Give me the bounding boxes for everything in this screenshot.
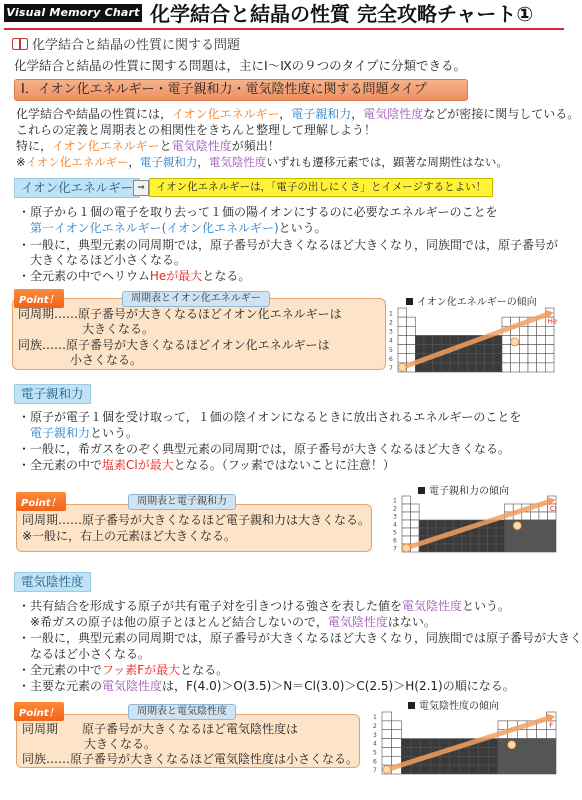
- element-cell: [407, 326, 416, 335]
- en-bullet-2: ・一般に，典型元素の同周期では，原子番号が大きくなるほど大きくなり，同族間では原子番号が大きく: [18, 631, 582, 645]
- element-cell: [505, 544, 514, 552]
- element-cell: [470, 544, 479, 552]
- affinity-point-line-2: ※一般に，右上の元素ほど大きくなる。: [22, 529, 237, 543]
- element-cell: [467, 354, 476, 363]
- element-cell: [441, 363, 450, 372]
- section-para-1: 化学結合や結晶の性質には，イオン化エネルギー，電子親和力，電気陰性度などが密接に関与している。: [16, 107, 580, 121]
- element-cell: [517, 765, 527, 774]
- element-cell: [502, 363, 511, 372]
- element-cell: [547, 512, 556, 520]
- element-cell: [539, 544, 548, 552]
- element-cell: [392, 721, 402, 730]
- element-cell: [453, 544, 462, 552]
- affinity-point-tag: Point！: [16, 492, 66, 511]
- trend-low-marker: [402, 544, 410, 552]
- section-note: ※イオン化エネルギー，電子親和力，電気陰性度いずれも遷移元素では，顕著な周期性はない。: [16, 155, 508, 169]
- element-cell: [433, 335, 442, 344]
- element-cell: [382, 721, 392, 730]
- element-cell: [508, 756, 518, 765]
- element-cell: [467, 363, 476, 372]
- element-cell: [505, 504, 514, 512]
- element-cell: [517, 739, 527, 748]
- element-cell: [528, 363, 537, 372]
- element-cell: [488, 747, 498, 756]
- element-cell: [517, 747, 527, 756]
- section-title-bar: Ⅰ．イオン化エネルギー・電子親和力・電気陰性度に関する問題タイプ: [14, 79, 468, 101]
- element-cell: [545, 354, 554, 363]
- element-cell: [522, 544, 531, 552]
- element-cell: [470, 536, 479, 544]
- element-cell: [537, 354, 546, 363]
- ionization-point-line-2b: 小さくなる。: [70, 353, 143, 367]
- element-cell: [411, 747, 421, 756]
- period-number: 4: [389, 337, 393, 345]
- element-cell: [398, 326, 407, 335]
- element-cell: [402, 528, 411, 536]
- element-cell: [547, 536, 556, 544]
- element-cell: [498, 721, 508, 730]
- subheading-text: 化学結合と結晶の性質に関する問題: [32, 38, 241, 53]
- element-cell: [476, 363, 485, 372]
- ionization-heading: イオン化エネルギー: [14, 178, 140, 198]
- affinity-bullet-3: ・全元素の中で塩素Clが最大となる。（フッ素ではないことに注意！）: [18, 458, 395, 472]
- element-cell: [459, 747, 469, 756]
- header-divider: [4, 28, 564, 30]
- element-cell: [445, 520, 454, 528]
- element-cell: [479, 528, 488, 536]
- element-cell: [440, 756, 450, 765]
- en-bullet-3: ・全元素の中でフッ素Fが最大となる。: [18, 663, 229, 677]
- element-cell: [530, 528, 539, 536]
- element-cell: [411, 504, 420, 512]
- intro-text: 化学結合と結晶の性質に関する問題は，主にⅠ〜Ⅸの９つのタイプに分類できる。: [14, 58, 467, 73]
- element-cell: [513, 536, 522, 544]
- element-cell: [537, 739, 547, 748]
- element-cell: [539, 512, 548, 520]
- element-cell: [527, 756, 537, 765]
- element-cell: [527, 739, 537, 748]
- element-cell: [479, 536, 488, 544]
- period-number: 5: [373, 749, 377, 757]
- element-cell: [496, 520, 505, 528]
- period-number: 3: [393, 513, 397, 521]
- element-cell: [411, 512, 420, 520]
- period-number: 7: [389, 365, 393, 373]
- en-point-label: 周期表と電気陰性度: [128, 704, 236, 720]
- element-cell: [498, 739, 508, 748]
- element-cell: [519, 363, 528, 372]
- element-cell: [511, 354, 520, 363]
- element-cell: [485, 345, 494, 354]
- section-para-2: これらの定義と周期表との相関性をきちんと整理して理解しよう！: [16, 123, 377, 137]
- period-number: 4: [373, 740, 377, 748]
- element-cell: [513, 544, 522, 552]
- element-cell: [547, 520, 556, 528]
- element-cell: [502, 354, 511, 363]
- element-cell: [382, 756, 392, 765]
- period-number: 2: [373, 722, 377, 730]
- element-cell: [411, 739, 421, 748]
- page-title: 化学結合と結晶の性質 完全攻略チャート①: [150, 2, 534, 26]
- element-cell: [436, 520, 445, 528]
- element-cell: [488, 739, 498, 748]
- period-number: 4: [393, 521, 397, 529]
- element-cell: [469, 747, 479, 756]
- element-cell: [428, 544, 437, 552]
- element-cell: [530, 536, 539, 544]
- element-cell: [469, 765, 479, 774]
- period-number: 5: [389, 346, 393, 354]
- ionization-bullet-3: ・全元素の中でヘリウムHeが最大となる。: [18, 269, 251, 283]
- element-cell: [398, 317, 407, 326]
- element-cell: [476, 345, 485, 354]
- electronegativity-heading: 電気陰性度: [14, 572, 91, 592]
- element-cell: [546, 765, 556, 774]
- element-cell: [430, 739, 440, 748]
- element-cell: [459, 756, 469, 765]
- element-cell: [546, 756, 556, 765]
- element-cell: [398, 354, 407, 363]
- element-cell: [459, 354, 468, 363]
- trend-low-marker: [398, 363, 406, 371]
- element-cell: [519, 354, 528, 363]
- trend-high-marker: [508, 741, 516, 749]
- element-cell: [493, 363, 502, 372]
- period-number: 6: [393, 537, 397, 545]
- element-cell: [511, 363, 520, 372]
- element-cell: [453, 536, 462, 544]
- element-cell: [488, 765, 498, 774]
- subheading: [12, 34, 240, 53]
- element-cell: [462, 544, 471, 552]
- ionization-bullet-2: ・一般に，典型元素の同周期では，原子番号が大きくなるほど大きくなり，同族間では，原子番号が: [18, 238, 559, 252]
- element-cell: [401, 747, 411, 756]
- element-cell: [415, 335, 424, 344]
- element-cell: [419, 520, 428, 528]
- ionization-graph-title: イオン化エネルギーの傾向: [406, 293, 537, 308]
- element-cell: [424, 345, 433, 354]
- element-cell: [462, 536, 471, 544]
- element-cell: [528, 345, 537, 354]
- element-cell: [496, 528, 505, 536]
- element-cell: [519, 326, 528, 335]
- element-cell: [488, 756, 498, 765]
- element-cell: [519, 345, 528, 354]
- ionization-point-line-1: 同周期……原子番号が大きくなるほどイオン化エネルギーは: [18, 307, 342, 321]
- element-cell: [537, 765, 547, 774]
- element-cell: [488, 528, 497, 536]
- element-cell: [493, 345, 502, 354]
- affinity-bullet-1b: 電子親和力という。: [30, 426, 139, 440]
- element-cell: [459, 765, 469, 774]
- affinity-periodic-graph: [392, 494, 558, 554]
- element-cell: [539, 528, 548, 536]
- en-bullet-1-note: ※希ガスの原子は他の原子とほとんど結合しないので，電気陰性度はない。: [30, 615, 436, 629]
- element-cell: [528, 354, 537, 363]
- element-cell: [498, 756, 508, 765]
- element-cell: [424, 335, 433, 344]
- element-cell: [428, 528, 437, 536]
- arrow-icon: ⇒: [133, 180, 149, 196]
- trend-high-marker: [511, 338, 519, 346]
- element-cell: [424, 363, 433, 372]
- element-cell: [440, 739, 450, 748]
- en-point-line-2: 同族……原子番号が大きくなるほど電気陰性度は小さくなる。: [22, 752, 359, 766]
- element-cell: [530, 544, 539, 552]
- element-cell: [502, 345, 511, 354]
- element-cell: [459, 363, 468, 372]
- element-cell: [436, 544, 445, 552]
- affinity-graph-title: 電子親和力の傾向: [418, 482, 509, 497]
- ionization-bullet-1: ・原子から１個の電子を取り去って１価の陽イオンにするのに必要なエネルギーのことを: [18, 205, 498, 219]
- element-cell: [402, 496, 411, 504]
- element-cell: [517, 756, 527, 765]
- element-cell: [502, 317, 511, 326]
- element-cell: [537, 345, 546, 354]
- period-number: 7: [393, 545, 397, 553]
- en-point-line-1b: 大きくなる。: [84, 737, 157, 751]
- trend-end-label: F: [549, 721, 554, 730]
- element-cell: [467, 345, 476, 354]
- element-cell: [528, 335, 537, 344]
- element-cell: [419, 528, 428, 536]
- element-cell: [547, 528, 556, 536]
- element-cell: [402, 520, 411, 528]
- element-cell: [479, 756, 489, 765]
- element-cell: [522, 528, 531, 536]
- element-cell: [537, 756, 547, 765]
- element-cell: [450, 354, 459, 363]
- element-cell: [546, 730, 556, 739]
- element-cell: [537, 363, 546, 372]
- element-cell: [407, 317, 416, 326]
- chart-badge: Visual Memory Chart: [4, 4, 142, 22]
- element-cell: [545, 363, 554, 372]
- element-cell: [522, 520, 531, 528]
- element-cell: [398, 308, 407, 317]
- element-cell: [508, 765, 518, 774]
- period-number: 1: [389, 310, 393, 318]
- element-cell: [505, 528, 514, 536]
- affinity-point-label: 周期表と電子親和力: [128, 494, 236, 510]
- element-cell: [539, 536, 548, 544]
- element-cell: [496, 536, 505, 544]
- element-cell: [392, 739, 402, 748]
- element-cell: [382, 739, 392, 748]
- element-cell: [398, 345, 407, 354]
- element-cell: [382, 747, 392, 756]
- element-cell: [496, 544, 505, 552]
- period-number: 5: [393, 529, 397, 537]
- element-cell: [485, 363, 494, 372]
- element-cell: [398, 335, 407, 344]
- element-cell: [493, 354, 502, 363]
- en-bullet-1: ・共有結合を形成する原子が共有電子対を引きつける強さを表した値を電気陰性度という。: [18, 599, 511, 613]
- element-cell: [546, 747, 556, 756]
- en-graph-title: 電気陰性度の傾向: [408, 697, 499, 712]
- element-cell: [488, 536, 497, 544]
- element-cell: [485, 354, 494, 363]
- element-cell: [421, 765, 431, 774]
- element-cell: [498, 765, 508, 774]
- element-cell: [502, 335, 511, 344]
- element-cell: [545, 345, 554, 354]
- element-cell: [517, 730, 527, 739]
- element-cell: [450, 335, 459, 344]
- element-cell: [537, 335, 546, 344]
- element-cell: [402, 504, 411, 512]
- element-cell: [407, 335, 416, 344]
- element-cell: [546, 739, 556, 748]
- section-para-3: 特に，イオン化エネルギーと電気陰性度が頻出！: [16, 139, 280, 153]
- element-cell: [488, 544, 497, 552]
- element-cell: [479, 765, 489, 774]
- element-cell: [527, 747, 537, 756]
- affinity-point-line-1: 同周期……原子番号が大きくなるほど電子親和力は大きくなる。: [22, 513, 371, 527]
- affinity-bullet-2: ・一般に，希ガスをのぞく典型元素の同周期では，原子番号が大きくなるほど大きくなる。: [18, 442, 511, 456]
- element-cell: [522, 536, 531, 544]
- element-cell: [527, 765, 537, 774]
- period-number: 3: [389, 328, 393, 336]
- ionization-point-line-1b: 大きくなる。: [82, 322, 155, 336]
- element-cell: [527, 730, 537, 739]
- element-cell: [530, 520, 539, 528]
- trend-high-marker: [513, 522, 521, 530]
- trend-end-label: Cl: [549, 504, 557, 513]
- element-cell: [415, 345, 424, 354]
- element-cell: [445, 544, 454, 552]
- trend-end-label: He: [547, 317, 558, 326]
- element-cell: [476, 354, 485, 363]
- en-point-tag: Point！: [14, 702, 64, 721]
- en-bullet-4: ・主要な元素の電気陰性度は，F(4.0)＞O(3.5)＞N＝Cl(3.0)＞C(2.5)＞H(2.1)の順になる。: [18, 679, 515, 693]
- element-cell: [450, 756, 460, 765]
- affinity-bullet-1: ・原子が電子１個を受け取って，１価の陰イオンになるときに放出されるエネルギーのことを: [18, 410, 522, 424]
- element-cell: [545, 326, 554, 335]
- element-cell: [537, 747, 547, 756]
- ionization-tip: イオン化エネルギーは，「電子の出しにくさ」とイメージするとよい！: [149, 178, 493, 197]
- element-cell: [519, 335, 528, 344]
- book-icon: [12, 38, 28, 50]
- period-number: 6: [389, 356, 393, 364]
- element-cell: [411, 528, 420, 536]
- ionization-point-tag: Point！: [14, 289, 64, 308]
- period-number: 1: [373, 714, 377, 722]
- element-cell: [493, 335, 502, 344]
- ionization-bullet-1b: 第一イオン化エネルギー(イオン化エネルギー)という。: [30, 221, 327, 235]
- element-cell: [498, 747, 508, 756]
- en-bullet-2b: なるほど小さくなる。: [30, 647, 151, 661]
- element-cell: [547, 544, 556, 552]
- element-cell: [479, 544, 488, 552]
- ionization-periodic-graph: [388, 306, 556, 374]
- en-point-line-1: 同周期 原子番号が大きくなるほど電気陰性度は: [22, 722, 299, 736]
- trend-low-marker: [383, 766, 391, 774]
- element-cell: [428, 520, 437, 528]
- period-number: 1: [393, 497, 397, 505]
- element-cell: [537, 730, 547, 739]
- period-number: 2: [393, 505, 397, 513]
- element-cell: [522, 512, 531, 520]
- element-cell: [421, 739, 431, 748]
- element-cell: [479, 747, 489, 756]
- element-cell: [539, 520, 548, 528]
- element-cell: [505, 520, 514, 528]
- element-cell: [450, 363, 459, 372]
- period-number: 2: [389, 319, 393, 327]
- period-number: 6: [373, 758, 377, 766]
- period-number: 3: [373, 731, 377, 739]
- element-cell: [411, 520, 420, 528]
- affinity-heading: 電子親和力: [14, 384, 91, 404]
- element-cell: [441, 335, 450, 344]
- en-periodic-graph: [372, 710, 558, 776]
- element-cell: [402, 536, 411, 544]
- element-cell: [537, 326, 546, 335]
- element-cell: [440, 765, 450, 774]
- element-cell: [430, 765, 440, 774]
- element-cell: [469, 756, 479, 765]
- period-number: 7: [373, 767, 377, 775]
- element-cell: [407, 345, 416, 354]
- element-cell: [392, 747, 402, 756]
- element-cell: [392, 730, 402, 739]
- element-cell: [402, 512, 411, 520]
- element-cell: [453, 520, 462, 528]
- element-cell: [433, 363, 442, 372]
- element-cell: [401, 739, 411, 748]
- element-cell: [545, 335, 554, 344]
- element-cell: [505, 536, 514, 544]
- element-cell: [450, 765, 460, 774]
- element-cell: [530, 512, 539, 520]
- element-cell: [382, 712, 392, 721]
- element-cell: [411, 765, 421, 774]
- element-cell: [382, 730, 392, 739]
- element-cell: [528, 326, 537, 335]
- ionization-point-label: 周期表とイオン化エネルギー: [122, 291, 270, 307]
- ionization-point-line-2: 同族……原子番号が大きくなるほどイオン化エネルギーは: [18, 338, 330, 352]
- ionization-bullet-2b: 大きくなるほど小さくなる。: [30, 253, 187, 267]
